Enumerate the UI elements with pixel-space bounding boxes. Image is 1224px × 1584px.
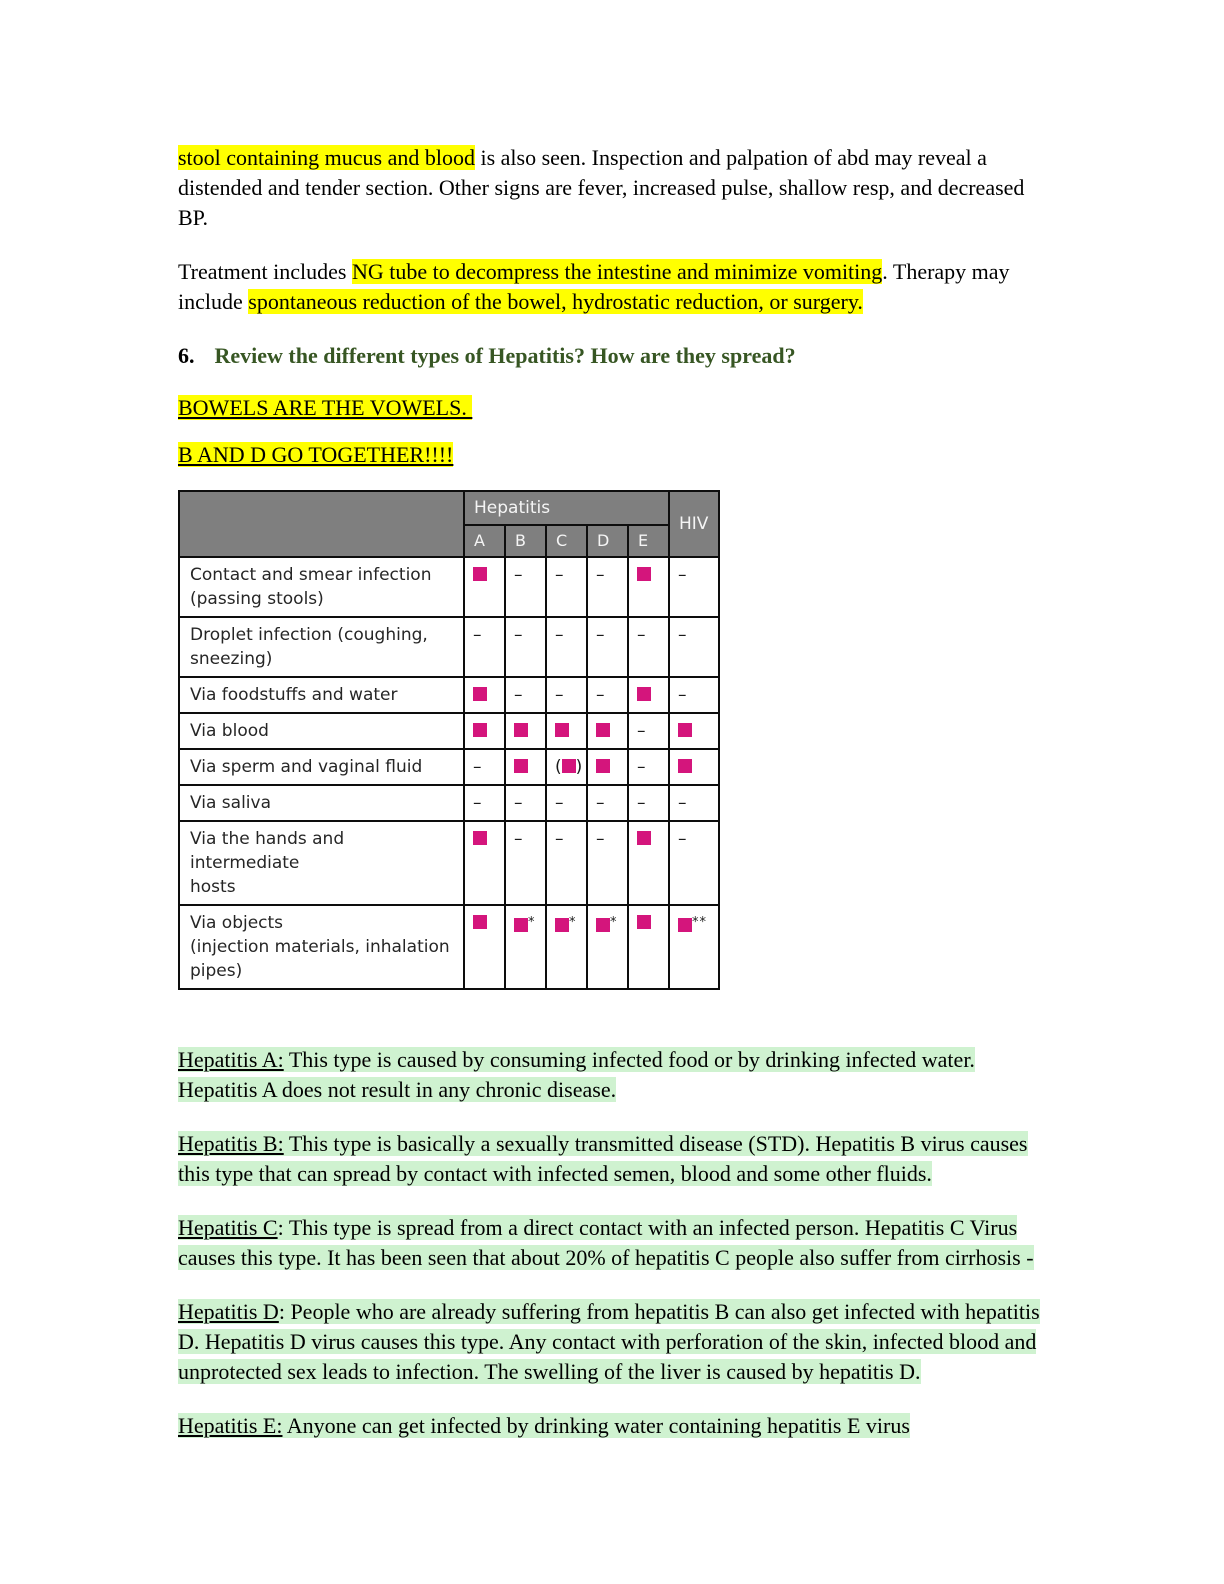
column-header-c: C: [546, 525, 587, 557]
transmission-square-icon: [637, 915, 651, 929]
mark-cell: –: [587, 785, 628, 821]
mark-cell: [546, 713, 587, 749]
mnemonic-text: BOWELS ARE THE VOWELS.: [178, 395, 473, 420]
table-header: [179, 491, 719, 557]
mark-cell: –: [464, 785, 505, 821]
mark-cell: [464, 677, 505, 713]
question-number: 6.: [178, 343, 195, 368]
mark-cell: –: [546, 785, 587, 821]
row-label: Contact and smear infection (passing stools): [179, 557, 464, 617]
mnemonic-bowels: [178, 393, 1058, 423]
mark-cell: [628, 557, 669, 617]
body-text: is also seen. Inspection and palpation of abd may reveal a distended and tender section. Other signs are fever, increased pulse, shallow resp, and decreased BP.: [178, 145, 1025, 230]
transmission-square-icon: [596, 723, 610, 737]
mark-cell: –: [464, 617, 505, 677]
mnemonic-text: B AND D GO TOGETHER!!!!: [178, 442, 454, 467]
paragraph-treatment: [178, 257, 1058, 317]
mark-cell: [464, 557, 505, 617]
mnemonic-b-and-d: [178, 440, 1058, 470]
hepatitis-group-header: Hepatitis: [464, 491, 669, 525]
mark-cell: [505, 905, 546, 989]
hepatitis-c-label: Hepatitis C: [178, 1215, 278, 1240]
mark-cell: –: [505, 677, 546, 713]
mark-cell: –: [628, 785, 669, 821]
mark-cell: –: [546, 557, 587, 617]
asterisk-marker: *: [692, 915, 700, 930]
paragraph-obstruction-signs: [178, 143, 1058, 233]
mark-cell: [464, 905, 505, 989]
mark-cell: –: [669, 785, 719, 821]
hepatitis-d-label: Hepatitis D: [178, 1299, 279, 1324]
column-header-d: D: [587, 525, 628, 557]
table-row: [179, 677, 719, 713]
mark-cell: –: [546, 677, 587, 713]
row-label: Droplet infection (coughing, sneezing): [179, 617, 464, 677]
row-label: Via sperm and vaginal fluid: [179, 749, 464, 785]
transmission-square-icon: [678, 759, 692, 773]
mark-cell: –: [669, 677, 719, 713]
hepatitis-b-text: This type is basically a sexually transmitted disease (STD). Hepatitis B virus causes this type that can spread by contact with infected semen, blood and some other fluids.: [178, 1131, 1028, 1186]
mark-cell: –: [464, 749, 505, 785]
row-label: Via saliva: [179, 785, 464, 821]
mark-cell: [546, 905, 587, 989]
highlighted-text: NG tube to decompress the intestine and minimize vomiting: [351, 259, 883, 284]
question-heading: [178, 341, 1058, 371]
table-row: [179, 821, 719, 905]
mark-cell: –: [669, 821, 719, 905]
transmission-square-icon: [637, 831, 651, 845]
mark-cell: [587, 713, 628, 749]
mark-cell: [464, 713, 505, 749]
body-text: Treatment includes: [178, 259, 352, 284]
transmission-square-icon: [555, 918, 569, 932]
table-row: [179, 749, 719, 785]
mark-cell: –: [587, 557, 628, 617]
highlighted-text: stool containing mucus and blood: [178, 145, 475, 170]
transmission-square-icon: [637, 687, 651, 701]
hepatitis-a-label: Hepatitis A:: [178, 1047, 284, 1072]
transmission-square-icon: [514, 723, 528, 737]
table-row: [179, 785, 719, 821]
hepatitis-a-text: This type is caused by consuming infected food or by drinking infected water. Hepatitis A does not result in any chronic disease.: [178, 1047, 975, 1102]
column-header-a: A: [464, 525, 505, 557]
paragraph-hepatitis-a: [178, 1045, 1058, 1105]
mark-cell: [669, 749, 719, 785]
transmission-square-icon: [596, 759, 610, 773]
corner-cell: [179, 491, 464, 557]
mark-cell: –: [587, 617, 628, 677]
mark-cell: –: [546, 617, 587, 677]
mark-cell: –: [628, 749, 669, 785]
hepatitis-c-text: : This type is spread from a direct contact with an infected person. Hepatitis C Virus causes this type. It has been seen that about 20% of hepatitis C people also suffer from cirrhosis -: [178, 1215, 1034, 1270]
hepatitis-e-label: Hepatitis E:: [178, 1413, 283, 1438]
row-label: Via the hands and intermediate hosts: [179, 821, 464, 905]
transmission-square-icon: [473, 687, 487, 701]
transmission-square-icon: [514, 918, 528, 932]
transmission-square-icon: [473, 915, 487, 929]
mark-cell: ( ): [546, 749, 587, 785]
paragraph-hepatitis-b: [178, 1129, 1058, 1189]
mark-cell: [669, 713, 719, 749]
transmission-square-icon: [678, 918, 692, 932]
transmission-table-body: [179, 557, 719, 989]
transmission-square-icon: [596, 918, 610, 932]
mark-cell: [505, 713, 546, 749]
asterisk-marker: *: [528, 915, 536, 930]
mark-cell: –: [628, 713, 669, 749]
asterisk-marker: *: [610, 915, 618, 930]
question-text: Review the different types of Hepatitis? How are they spread?: [214, 343, 796, 368]
asterisk-marker: *: [569, 915, 577, 930]
mark-cell: –: [505, 617, 546, 677]
hiv-column-header: HIV: [669, 491, 719, 557]
hepatitis-b-label: Hepatitis B:: [178, 1131, 284, 1156]
paragraph-hepatitis-c: [178, 1213, 1058, 1273]
mark-cell: [587, 749, 628, 785]
hepatitis-transmission-table: [178, 490, 720, 990]
transmission-square-icon: [514, 759, 528, 773]
table-row: [179, 557, 719, 617]
mark-cell: [505, 749, 546, 785]
transmission-square-icon: [637, 567, 651, 581]
body-text: . Therapy may include: [178, 259, 1010, 314]
transmission-square-icon: [473, 723, 487, 737]
asterisk-marker: *: [699, 915, 707, 930]
mark-cell: [669, 905, 719, 989]
hepatitis-e-text: Anyone can get infected by drinking water containing hepatitis E virus: [282, 1413, 910, 1438]
mark-cell: [628, 905, 669, 989]
transmission-table-wrapper: [178, 490, 1058, 990]
table-row: [179, 713, 719, 749]
row-label: Via foodstuffs and water: [179, 677, 464, 713]
column-header-b: B: [505, 525, 546, 557]
mark-cell: –: [628, 617, 669, 677]
paragraph-hepatitis-e: [178, 1411, 1058, 1441]
highlighted-text: spontaneous reduction of the bowel, hydrostatic reduction, or surgery.: [248, 289, 863, 314]
row-label: Via objects (injection materials, inhalation pipes): [179, 905, 464, 989]
hepatitis-d-text: : People who are already suffering from hepatitis B can also get infected with hepatitis D. Hepatitis D virus causes this type. Any contact with perforation of the skin, infected blood and unprotected sex leads to infection. The swelling of the liver is caused by hepatitis D.: [178, 1299, 1040, 1384]
transmission-square-icon: [678, 723, 692, 737]
mark-cell: [628, 821, 669, 905]
transmission-square-icon: [562, 759, 576, 773]
mark-cell: –: [505, 785, 546, 821]
mark-cell: [587, 905, 628, 989]
table-row: [179, 617, 719, 677]
transmission-square-icon: [473, 567, 487, 581]
mark-cell: –: [505, 821, 546, 905]
mark-cell: –: [505, 557, 546, 617]
transmission-square-icon: [555, 723, 569, 737]
mark-cell: [464, 821, 505, 905]
table-row: [179, 905, 719, 989]
mark-cell: –: [669, 557, 719, 617]
transmission-square-icon: [473, 831, 487, 845]
column-header-e: E: [628, 525, 669, 557]
row-label: Via blood: [179, 713, 464, 749]
table-header-row-group: [179, 491, 719, 525]
mark-cell: –: [587, 821, 628, 905]
mark-cell: [628, 677, 669, 713]
mark-cell: –: [546, 821, 587, 905]
mark-cell: –: [587, 677, 628, 713]
mark-cell: –: [669, 617, 719, 677]
paragraph-hepatitis-d: [178, 1297, 1058, 1387]
